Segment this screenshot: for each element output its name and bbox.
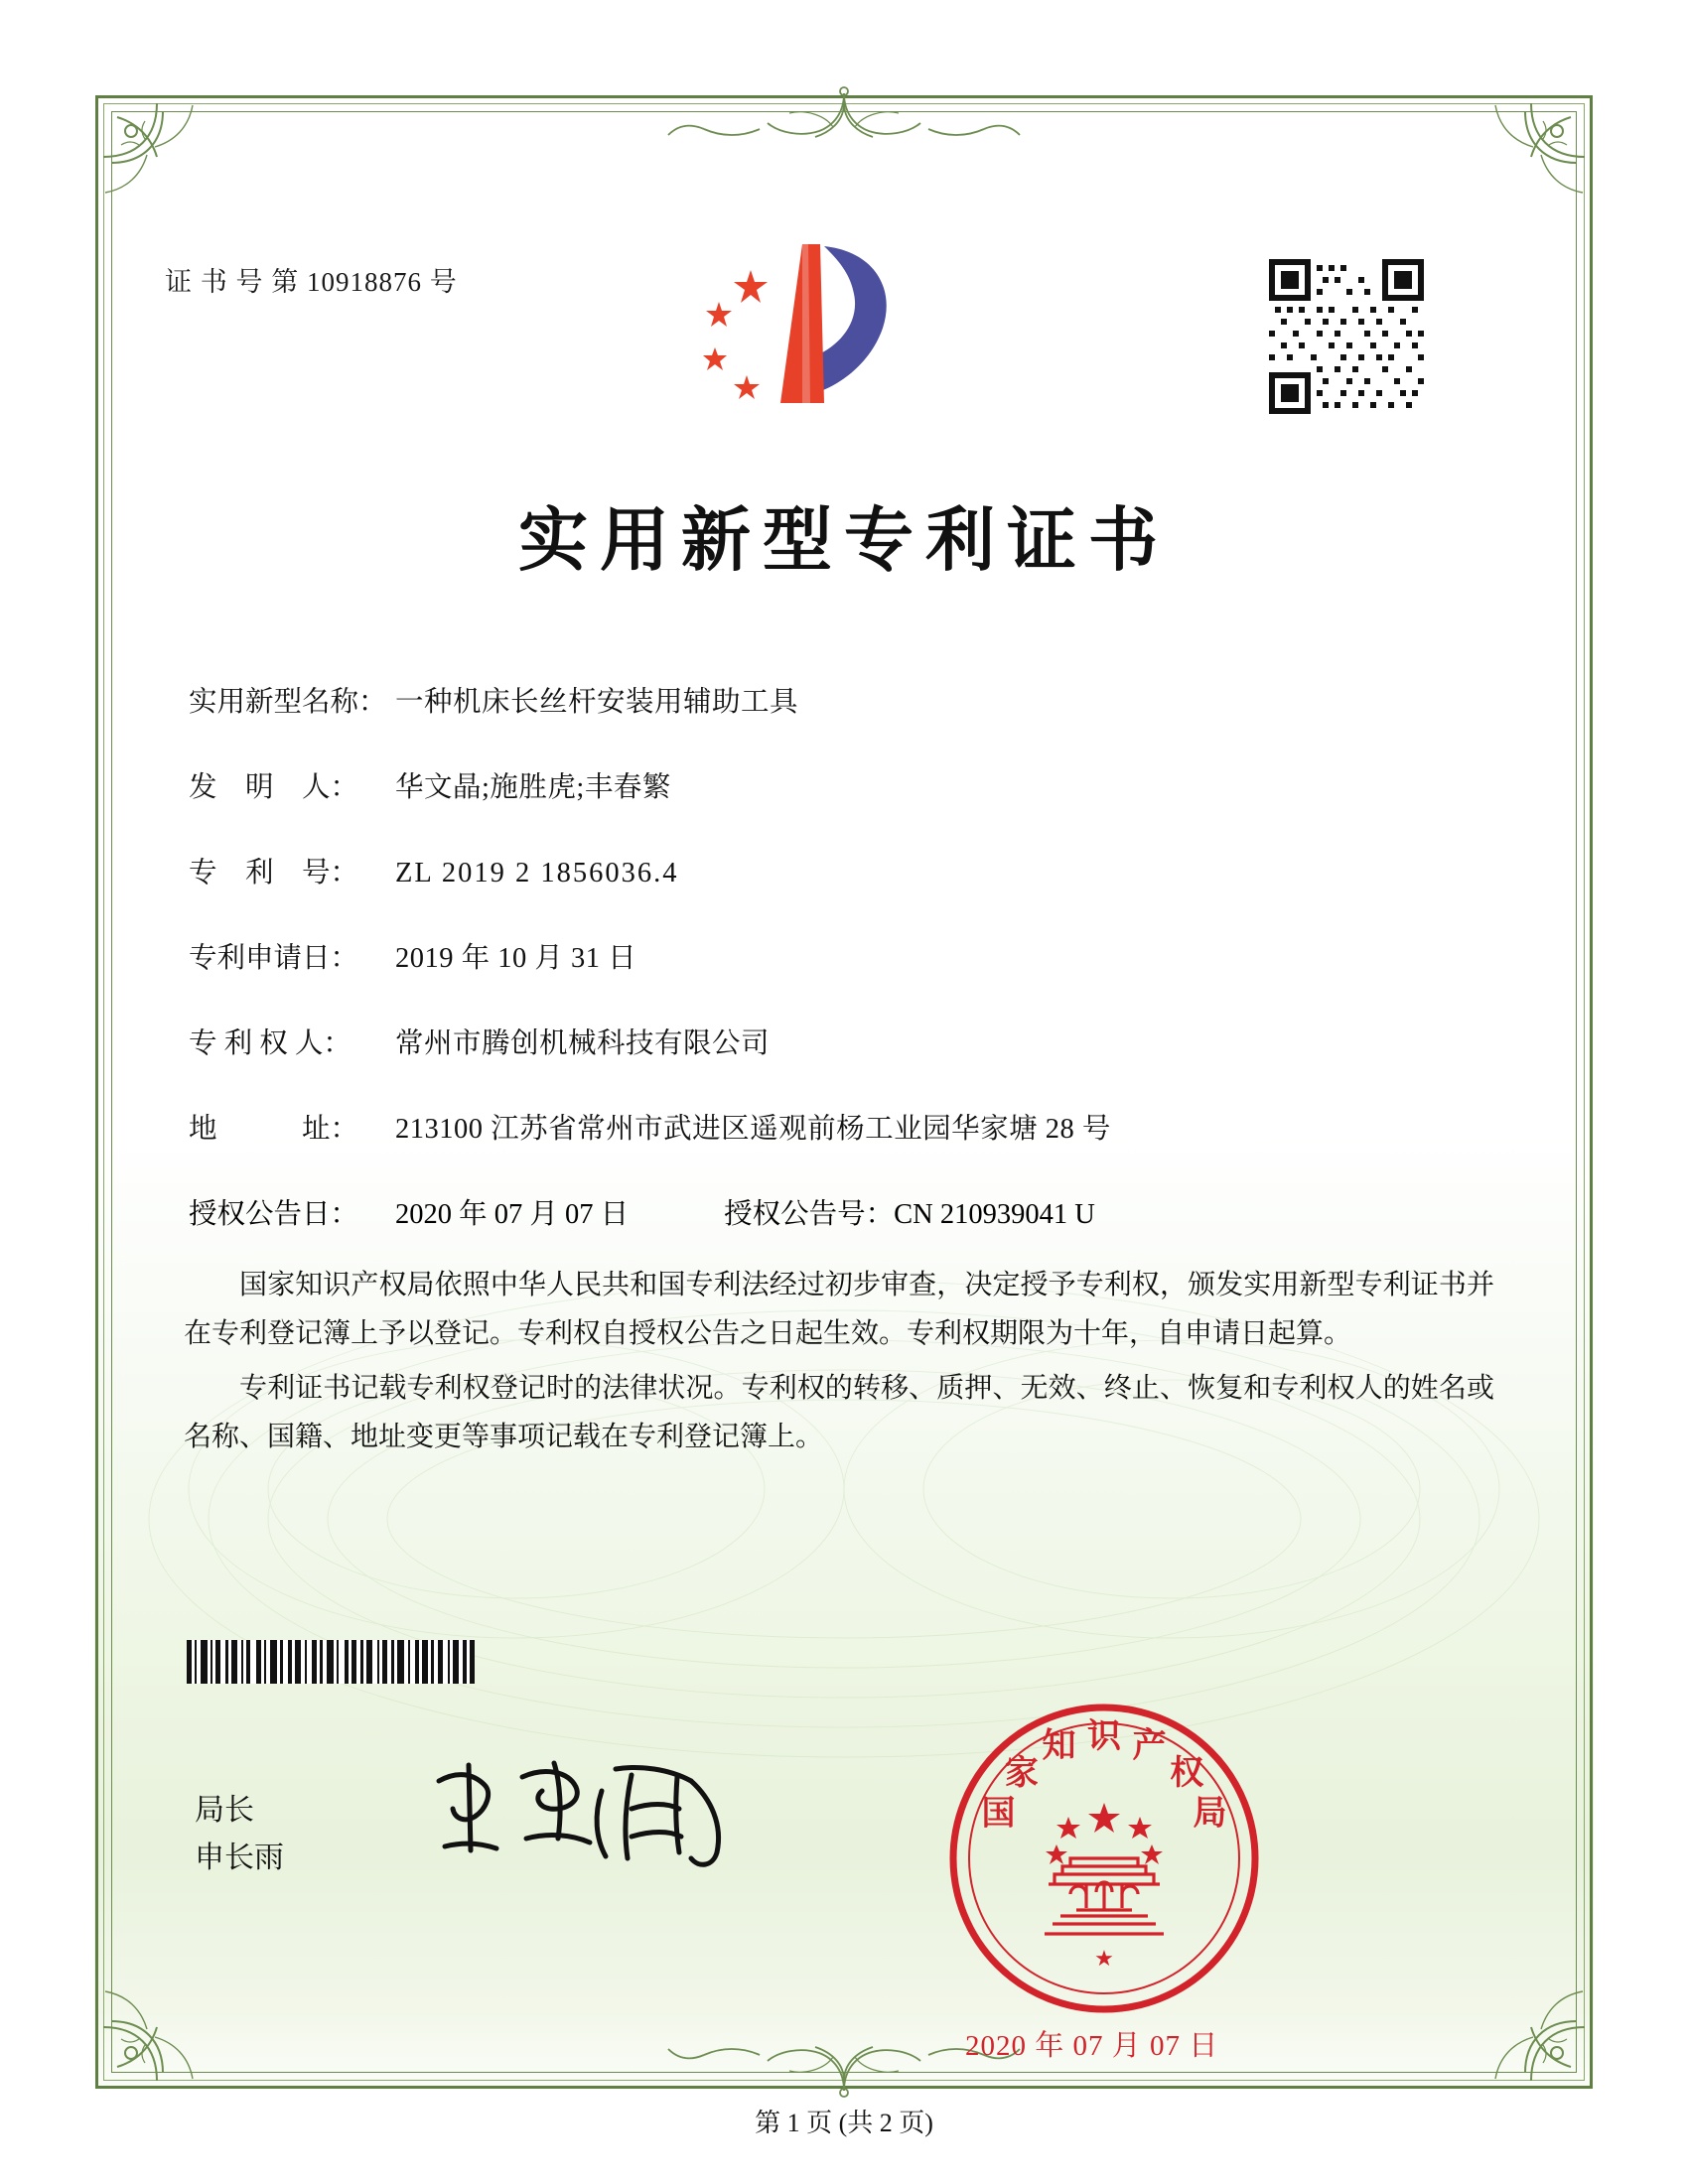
svg-text:局: 局 xyxy=(1193,1793,1227,1834)
svg-text:★: ★ xyxy=(1094,1947,1114,1972)
certificate-number: 证 书 号 第 10918876 号 xyxy=(165,267,458,297)
field-label: 发 明 人： xyxy=(189,772,359,803)
svg-text:国: 国 xyxy=(981,1793,1016,1834)
field-application-date xyxy=(189,935,1479,976)
field-grant-announcement xyxy=(189,1191,1479,1232)
field-label: 专 利 权 人： xyxy=(189,1028,352,1059)
field-patent-number xyxy=(189,850,1479,890)
paragraph-1: 国家知识产权局依照中华人民共和国专利法经过初步审查，决定授予专利权，颁发实用新型专利证书并在专利登记簿上予以登记。专利权自授权公告之日起生效。专利权期限为十年，自申请日起算。 xyxy=(184,1270,1494,1349)
seal-date: 2020 年 07 月 07 日 xyxy=(965,2030,1219,2062)
field-value: 2019 年 10 月 31 日 xyxy=(395,943,637,974)
field-value: ZL 2019 2 1856036.4 xyxy=(395,858,679,888)
sipo-logo xyxy=(685,236,933,425)
field-label: 地 址： xyxy=(189,1114,359,1145)
field-label: 专利申请日： xyxy=(189,943,359,974)
director-title-label: 局长 xyxy=(195,1794,254,1827)
field-value: 213100 江苏省常州市武进区遥观前杨工业园华家塘 28 号 xyxy=(395,1114,1111,1145)
field-value: 华文晶;施胜虎;丰春繁 xyxy=(395,772,671,803)
field-address xyxy=(189,1106,1479,1147)
field-value: 常州市腾创机械科技有限公司 xyxy=(395,1028,771,1059)
svg-text:权: 权 xyxy=(1170,1753,1204,1794)
field-inventors xyxy=(189,764,1479,805)
field-list xyxy=(189,679,1479,1262)
grant-date-label: 授权公告日： xyxy=(189,1199,359,1230)
director-name-label: 申长雨 xyxy=(195,1842,284,1874)
qr-code xyxy=(1263,253,1430,420)
field-label: 实用新型名称： xyxy=(189,687,387,718)
svg-text:知: 知 xyxy=(1042,1725,1076,1766)
official-seal xyxy=(945,1700,1263,2017)
paragraph-2: 专利证书记载专利权登记时的法律状况。专利权的转移、质押、无效、终止、恢复和专利权人的姓名或名称、国籍、地址变更等事项记载在专利登记簿上。 xyxy=(184,1373,1494,1452)
svg-text:产: 产 xyxy=(1132,1725,1167,1766)
page-title: 实用新型专利证书 xyxy=(518,498,1170,581)
signature-handwriting xyxy=(427,1747,755,1876)
field-patentee xyxy=(189,1021,1479,1061)
grant-date-value: 2020 年 07 月 07 日 xyxy=(395,1199,630,1230)
field-value: 一种机床长丝杆安装用辅助工具 xyxy=(395,687,799,718)
signature-block xyxy=(195,1787,284,1882)
field-label: 专 利 号： xyxy=(189,858,359,888)
svg-text:家: 家 xyxy=(1004,1753,1039,1794)
grant-number-label: 授权公告号： xyxy=(724,1199,895,1230)
barcode xyxy=(187,1640,584,1684)
crest-ornament-top xyxy=(631,85,1057,155)
legal-text xyxy=(184,1261,1494,1467)
page-footer: 第 1 页 (共 2 页) xyxy=(755,2109,933,2137)
grant-number-value: CN 210939041 U xyxy=(894,1199,1095,1230)
field-utility-model-name xyxy=(189,679,1479,720)
svg-text:识: 识 xyxy=(1087,1716,1121,1756)
